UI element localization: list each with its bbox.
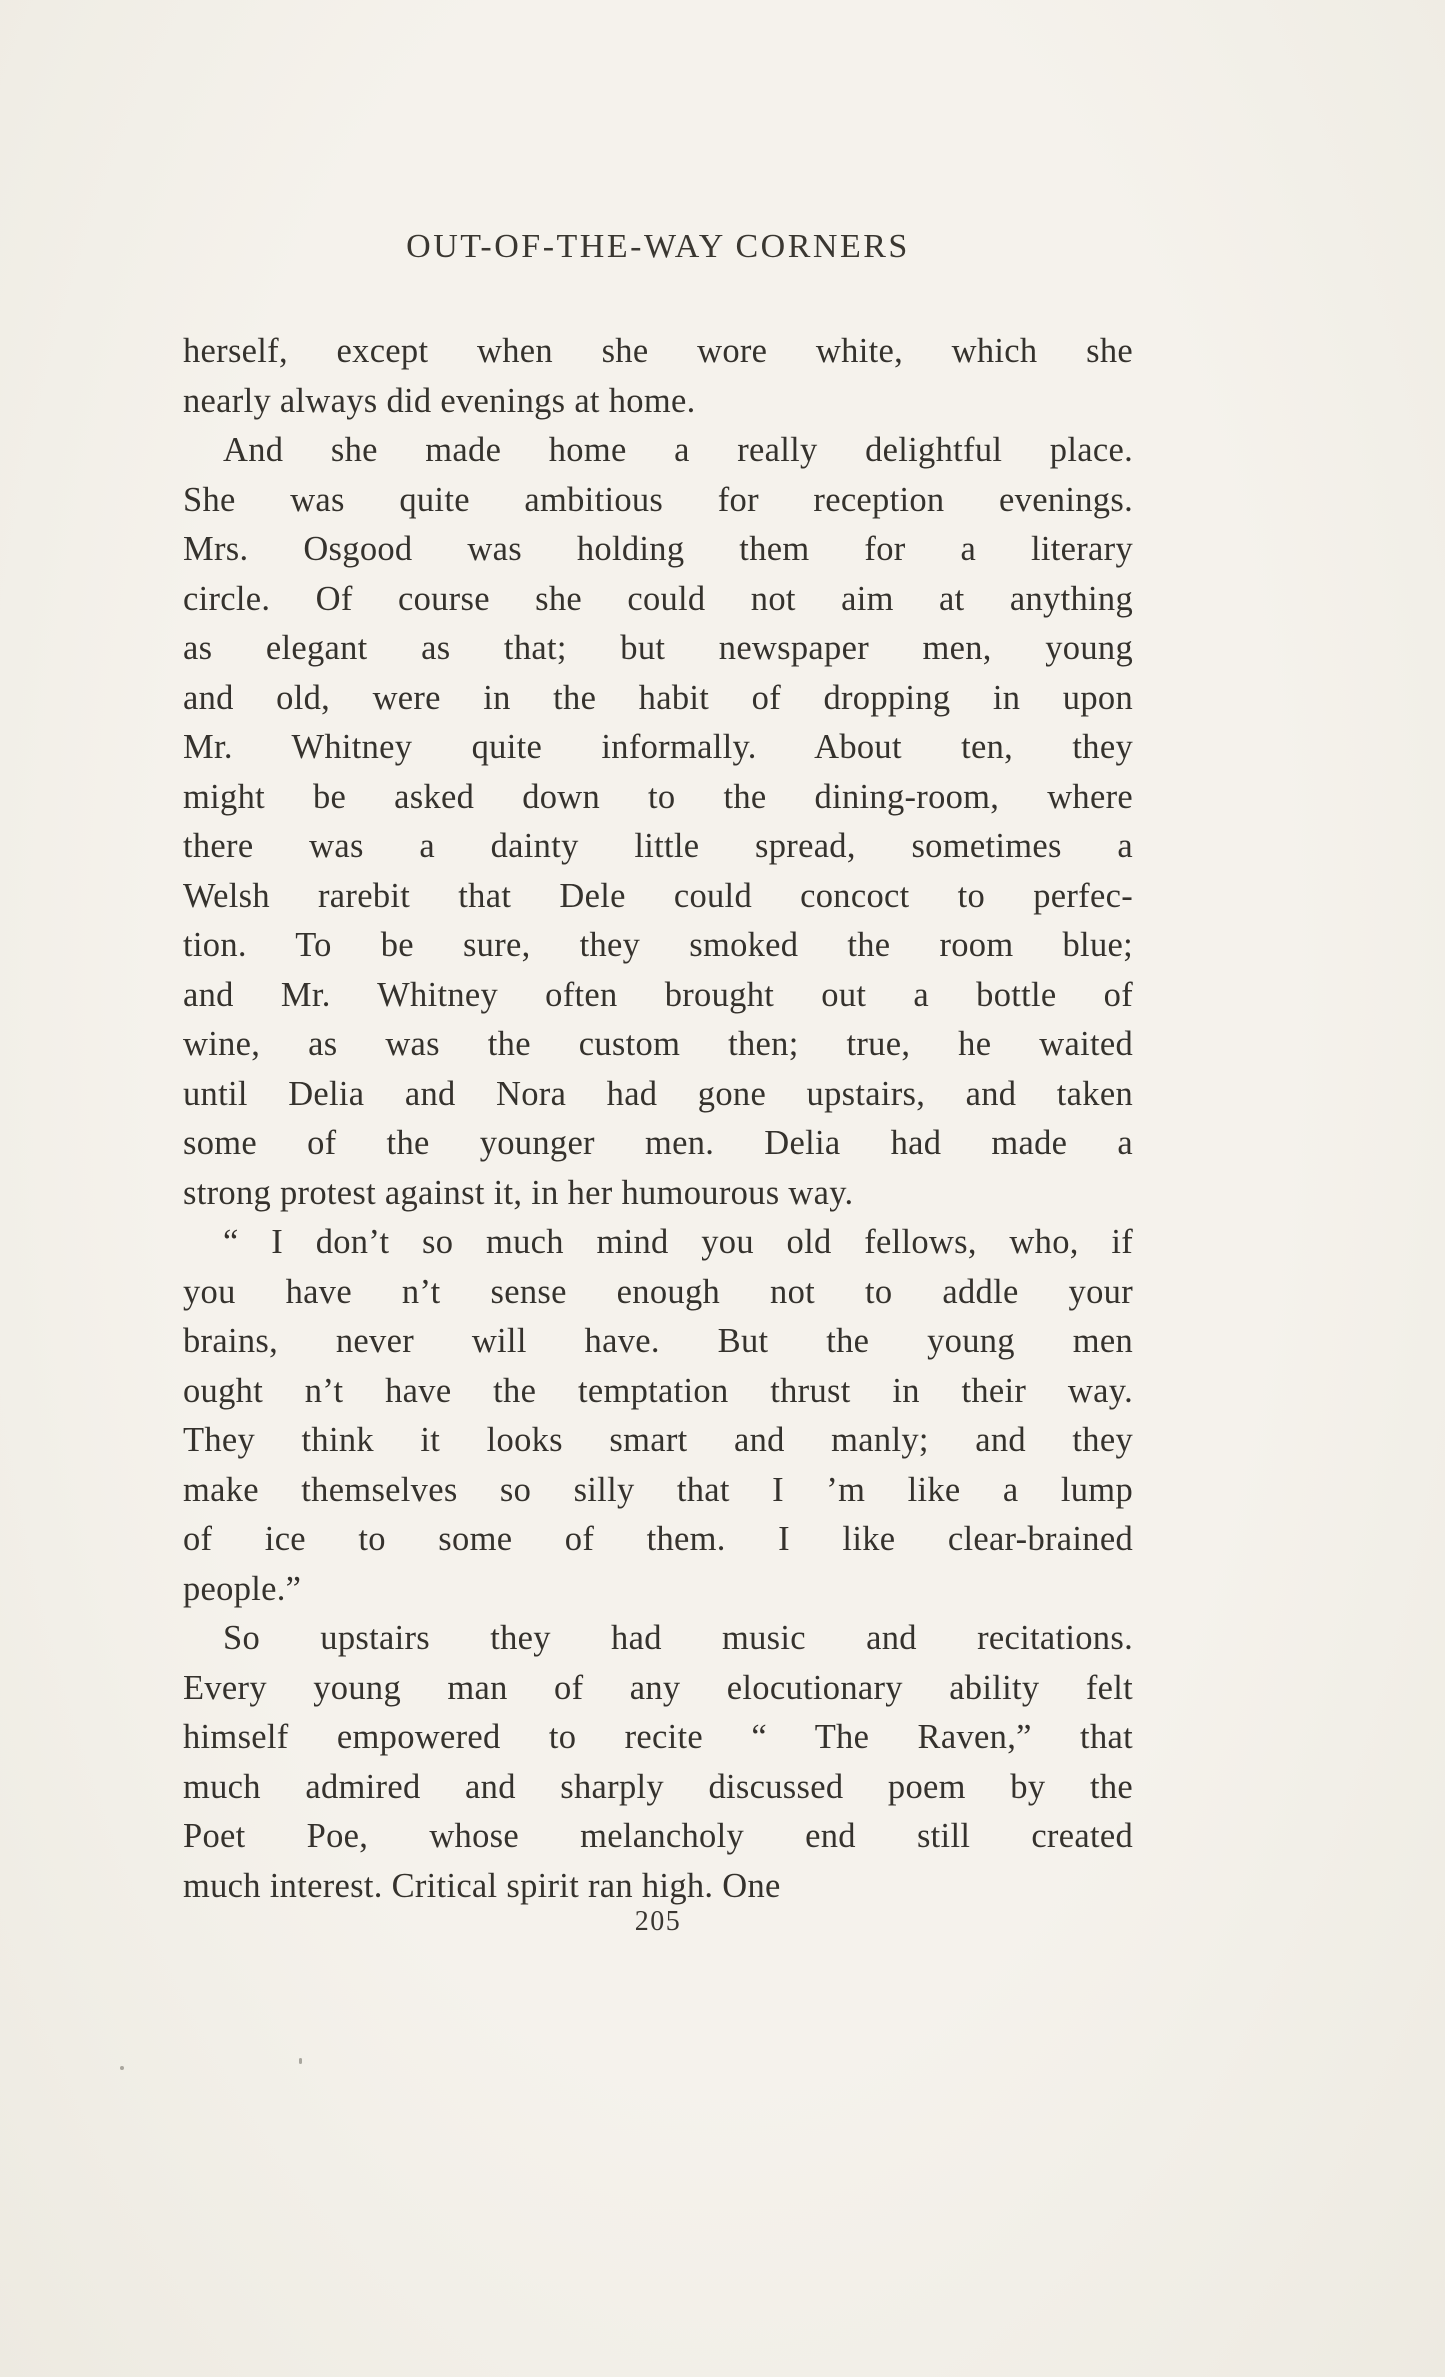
paragraph [183,1614,1133,1911]
text-line: Poet Poe, whose melancholy end still created [183,1817,1133,1855]
text-line: circle. Of course she could not aim at anything [183,579,1133,618]
scan-speck [120,2066,124,2070]
text-line: much interest. Critical spirit ran high. One [183,1866,781,1905]
text-line: wine, as was the custom then; true, he waited [183,1025,1133,1063]
text-line: as elegant as that; but newspaper men, young [183,629,1133,667]
text-line: So upstairs they had music and recitations. [223,1619,1133,1657]
text-line: brains, never will have. But the young men [183,1322,1133,1360]
text-line: strong protest against it, in her humourous way. [183,1173,854,1212]
text-line: and old, were in the habit of dropping in upon [183,678,1133,717]
text-line: herself, except when she wore white, which she [183,332,1133,370]
text-line: Welsh rarebit that Dele could concoct to perfec- [183,876,1133,915]
text-line: Mr. Whitney quite informally. About ten, they [183,728,1133,766]
text-line: and Mr. Whitney often brought out a bottle of [183,975,1133,1014]
text-line: Mrs. Osgood was holding them for a literary [183,530,1133,568]
text-line: make themselves so silly that I ’m like a lump [183,1470,1133,1509]
text-line: people.” [183,1569,302,1608]
text-line: might be asked down to the dining-room, where [183,777,1133,816]
text-line: They think it looks smart and manly; and they [183,1421,1133,1459]
text-line: much admired and sharply discussed poem by the [183,1767,1133,1806]
scan-speck [299,2058,302,2064]
text-line: himself empowered to recite “ The Raven,” that [183,1718,1133,1756]
page-number: 205 [634,1906,682,1937]
text-line: there was a dainty little spread, sometimes a [183,827,1133,865]
text-line: tion. To be sure, they smoked the room blue; [183,926,1133,964]
paragraph [183,426,1133,1218]
running-header: OUT-OF-THE-WAY CORNERS [406,228,910,265]
text-line: Every young man of any elocutionary ability felt [183,1668,1133,1707]
text-line: of ice to some of them. I like clear-brained [183,1520,1133,1558]
text-line: some of the younger men. Delia had made a [183,1124,1133,1162]
text-line: “ I don’t so much mind you old fellows, who, if [223,1223,1133,1261]
text-line: ought n’t have the temptation thrust in their way. [183,1371,1133,1410]
paragraph [183,1218,1133,1614]
text-line: She was quite ambitious for reception evenings. [183,480,1133,519]
text-block [183,327,1133,1911]
paragraph [183,327,1133,426]
text-line: And she made home a really delightful place. [223,431,1133,469]
text-line: you have n’t sense enough not to addle your [183,1272,1133,1311]
text-line: nearly always did evenings at home. [183,381,696,420]
text-line: until Delia and Nora had gone upstairs, and taken [183,1074,1133,1113]
